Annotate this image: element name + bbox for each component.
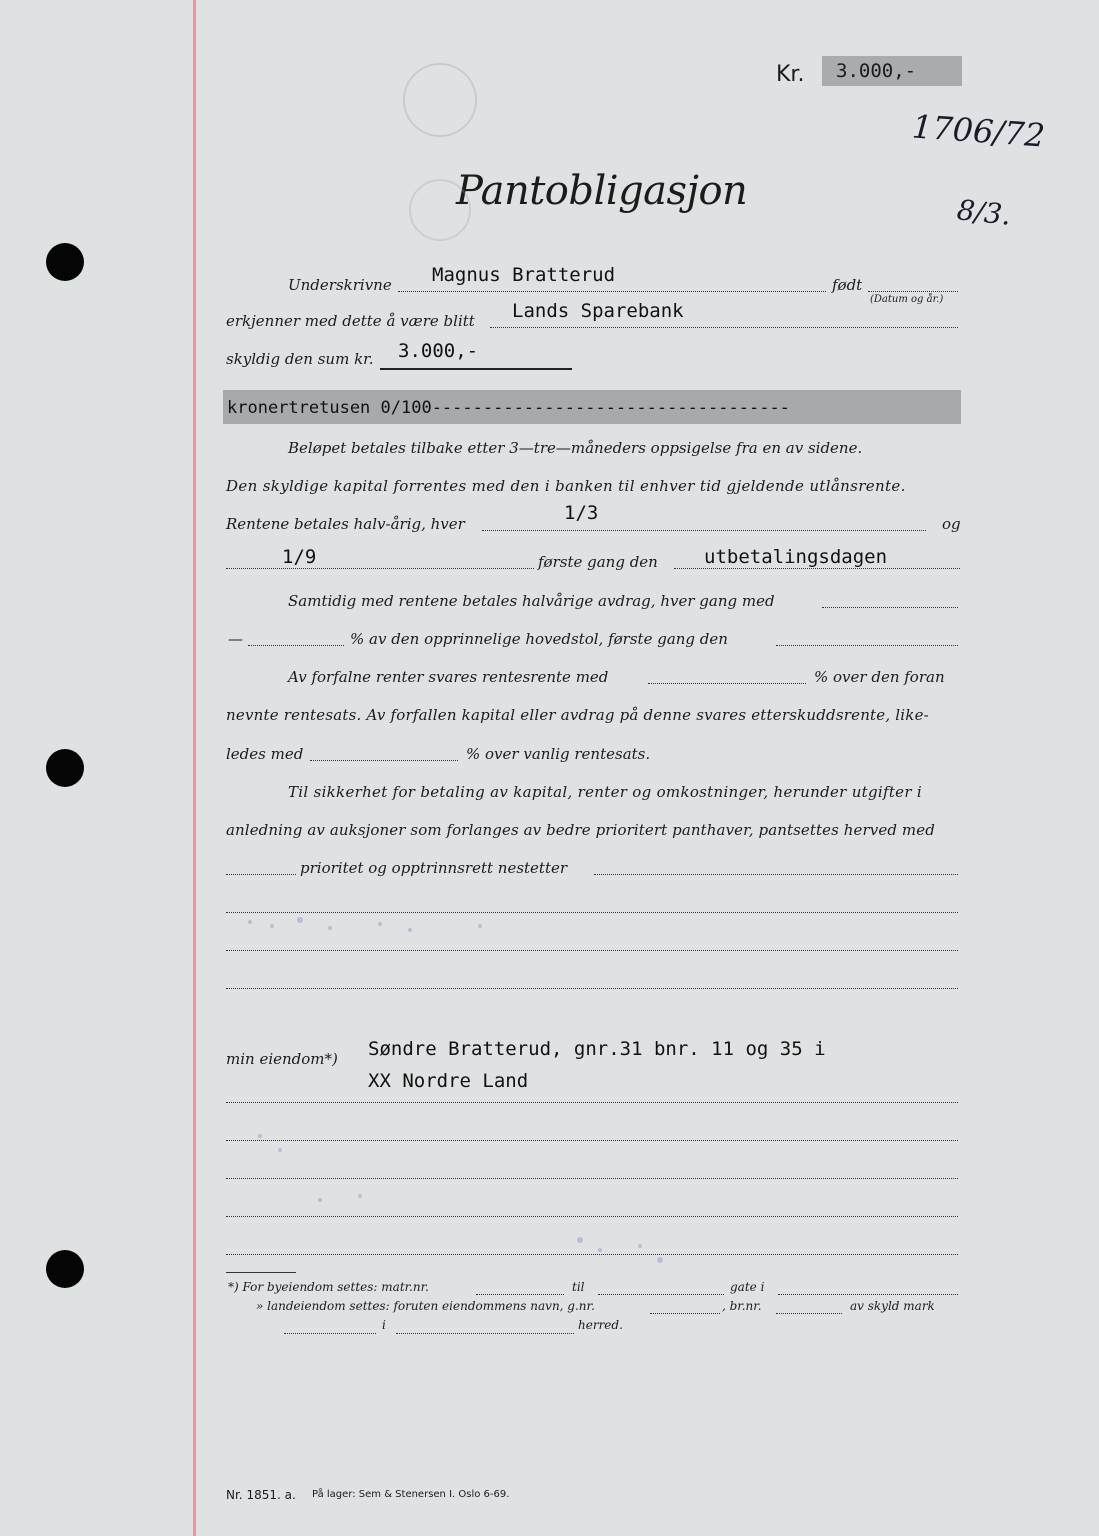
born-label: født [832,276,863,294]
body-line-10: Til sikkerhet for betaling av kapital, renter og omkostninger, herunder utgifter i [288,783,922,801]
body-line-3-value: 1/3 [564,502,599,524]
priority-line-right [594,874,958,875]
first-installment-line [776,645,958,646]
interest-dates-line [482,530,926,531]
owe-underline [380,368,572,370]
punch-hole-middle [46,749,84,787]
owe-label: skyldig den sum kr. [226,350,374,368]
footnote-gnr-line [650,1313,720,1314]
footnote-2a: » landeiendom settes: foruten eiendommens navn, g.nr. [256,1299,595,1313]
document-title: Pantobligasjon [456,168,748,214]
red-margin-line [193,0,196,1536]
footnote-1b: til [572,1280,585,1294]
undersigned-line [398,291,826,292]
first-time-line [674,568,960,569]
amount-prefix: Kr. [776,62,805,87]
installment-line [822,607,958,608]
body-line-2: Den skyldige kapital forrentes med den i banken til enhver tid gjeldende utlånsrente. [226,477,906,495]
punch-hole-top [46,243,84,281]
footnote-til-line [598,1294,724,1295]
footnote-2c: av skyld mark [850,1299,935,1313]
property-label: min eiendom*) [226,1050,338,1068]
footnote-1c: gate i [730,1280,765,1294]
creditor-line [490,327,958,328]
property-line-1: Søndre Bratterud, gnr.31 bnr. 11 og 35 i [368,1038,826,1060]
footnote-gate-line [778,1294,958,1295]
faint-stamp-marks [220,900,720,1280]
compound-rate-line [648,683,806,684]
body-line-3-label: Rentene betales halv-årig, hver [226,515,465,533]
born-hint: (Datum og år.) [870,294,944,305]
body-line-11: anledning av auksjoner som forlanges av bedre prioritert panthaver, pantsettes herved med [226,821,935,839]
priority-line-left [226,874,296,875]
acknowledge-label: erkjenner med dette å være blitt [226,312,475,330]
handwritten-reference: 1706/72 [910,107,1047,155]
body-line-6-dash: — [228,630,243,648]
body-line-12: prioritet og opptrinnsrett nestetter [300,859,568,877]
percent-line [248,645,344,646]
faint-seal-circles [380,50,580,250]
property-line-2: XX Nordre Land [368,1070,529,1092]
late-rate-line [310,760,458,761]
amount-value: 3.000,- [822,56,962,86]
owe-value: 3.000,- [398,340,479,362]
creditor-value: Lands Sparebank [512,300,684,322]
footnote-1a: *) For byeiendom settes: matr.nr. [228,1280,429,1294]
footnote-3b: herred. [578,1318,623,1332]
amount-words: kronertretusen 0/100----------------------------------- [227,398,790,418]
body-line-7a: Av forfalne renter svares rentesrente med [288,668,609,686]
body-line-1: Beløpet betales tilbake etter 3—tre—måneders oppsigelse fra en av sidene. [288,439,863,457]
body-line-9a: ledes med [226,745,304,763]
form-number: Nr. 1851. a. [226,1488,296,1502]
handwritten-date: 8/3. [955,193,1013,232]
born-line [868,291,958,292]
undersigned-label: Underskrivne [288,276,392,294]
body-line-5: Samtidig med rentene betales halvårige avdrag, hver gang med [288,592,775,610]
punch-hole-bottom [46,1250,84,1288]
body-line-8: nevnte rentesats. Av forfallen kapital eller avdrag på denne svares etterskuddsrente, like- [226,706,929,724]
footnote-herred-line [396,1333,574,1334]
footnote-divider [226,1272,296,1273]
body-line-3-end: og [942,515,961,533]
footnote-name-line [284,1333,376,1334]
footnote-matr-line [476,1294,564,1295]
footnote-2b: , br.nr. [722,1299,762,1313]
body-line-4-value: 1/9 [282,546,317,568]
second-date-line [226,568,534,569]
footnote-3a: i [382,1318,386,1332]
undersigned-value: Magnus Bratterud [432,264,616,286]
footnote-brnr-line [776,1313,842,1314]
body-line-6-label: % av den opprinnelige hovedstol, første gang den [350,630,728,648]
body-line-4-label: første gang den [538,553,658,571]
printer-info: På lager: Sem & Stenersen I. Oslo 6-69. [312,1489,510,1500]
body-line-7b: % over den foran [814,668,945,686]
body-line-9b: % over vanlig rentesats. [466,745,651,763]
body-line-4-value2: utbetalingsdagen [704,546,888,568]
